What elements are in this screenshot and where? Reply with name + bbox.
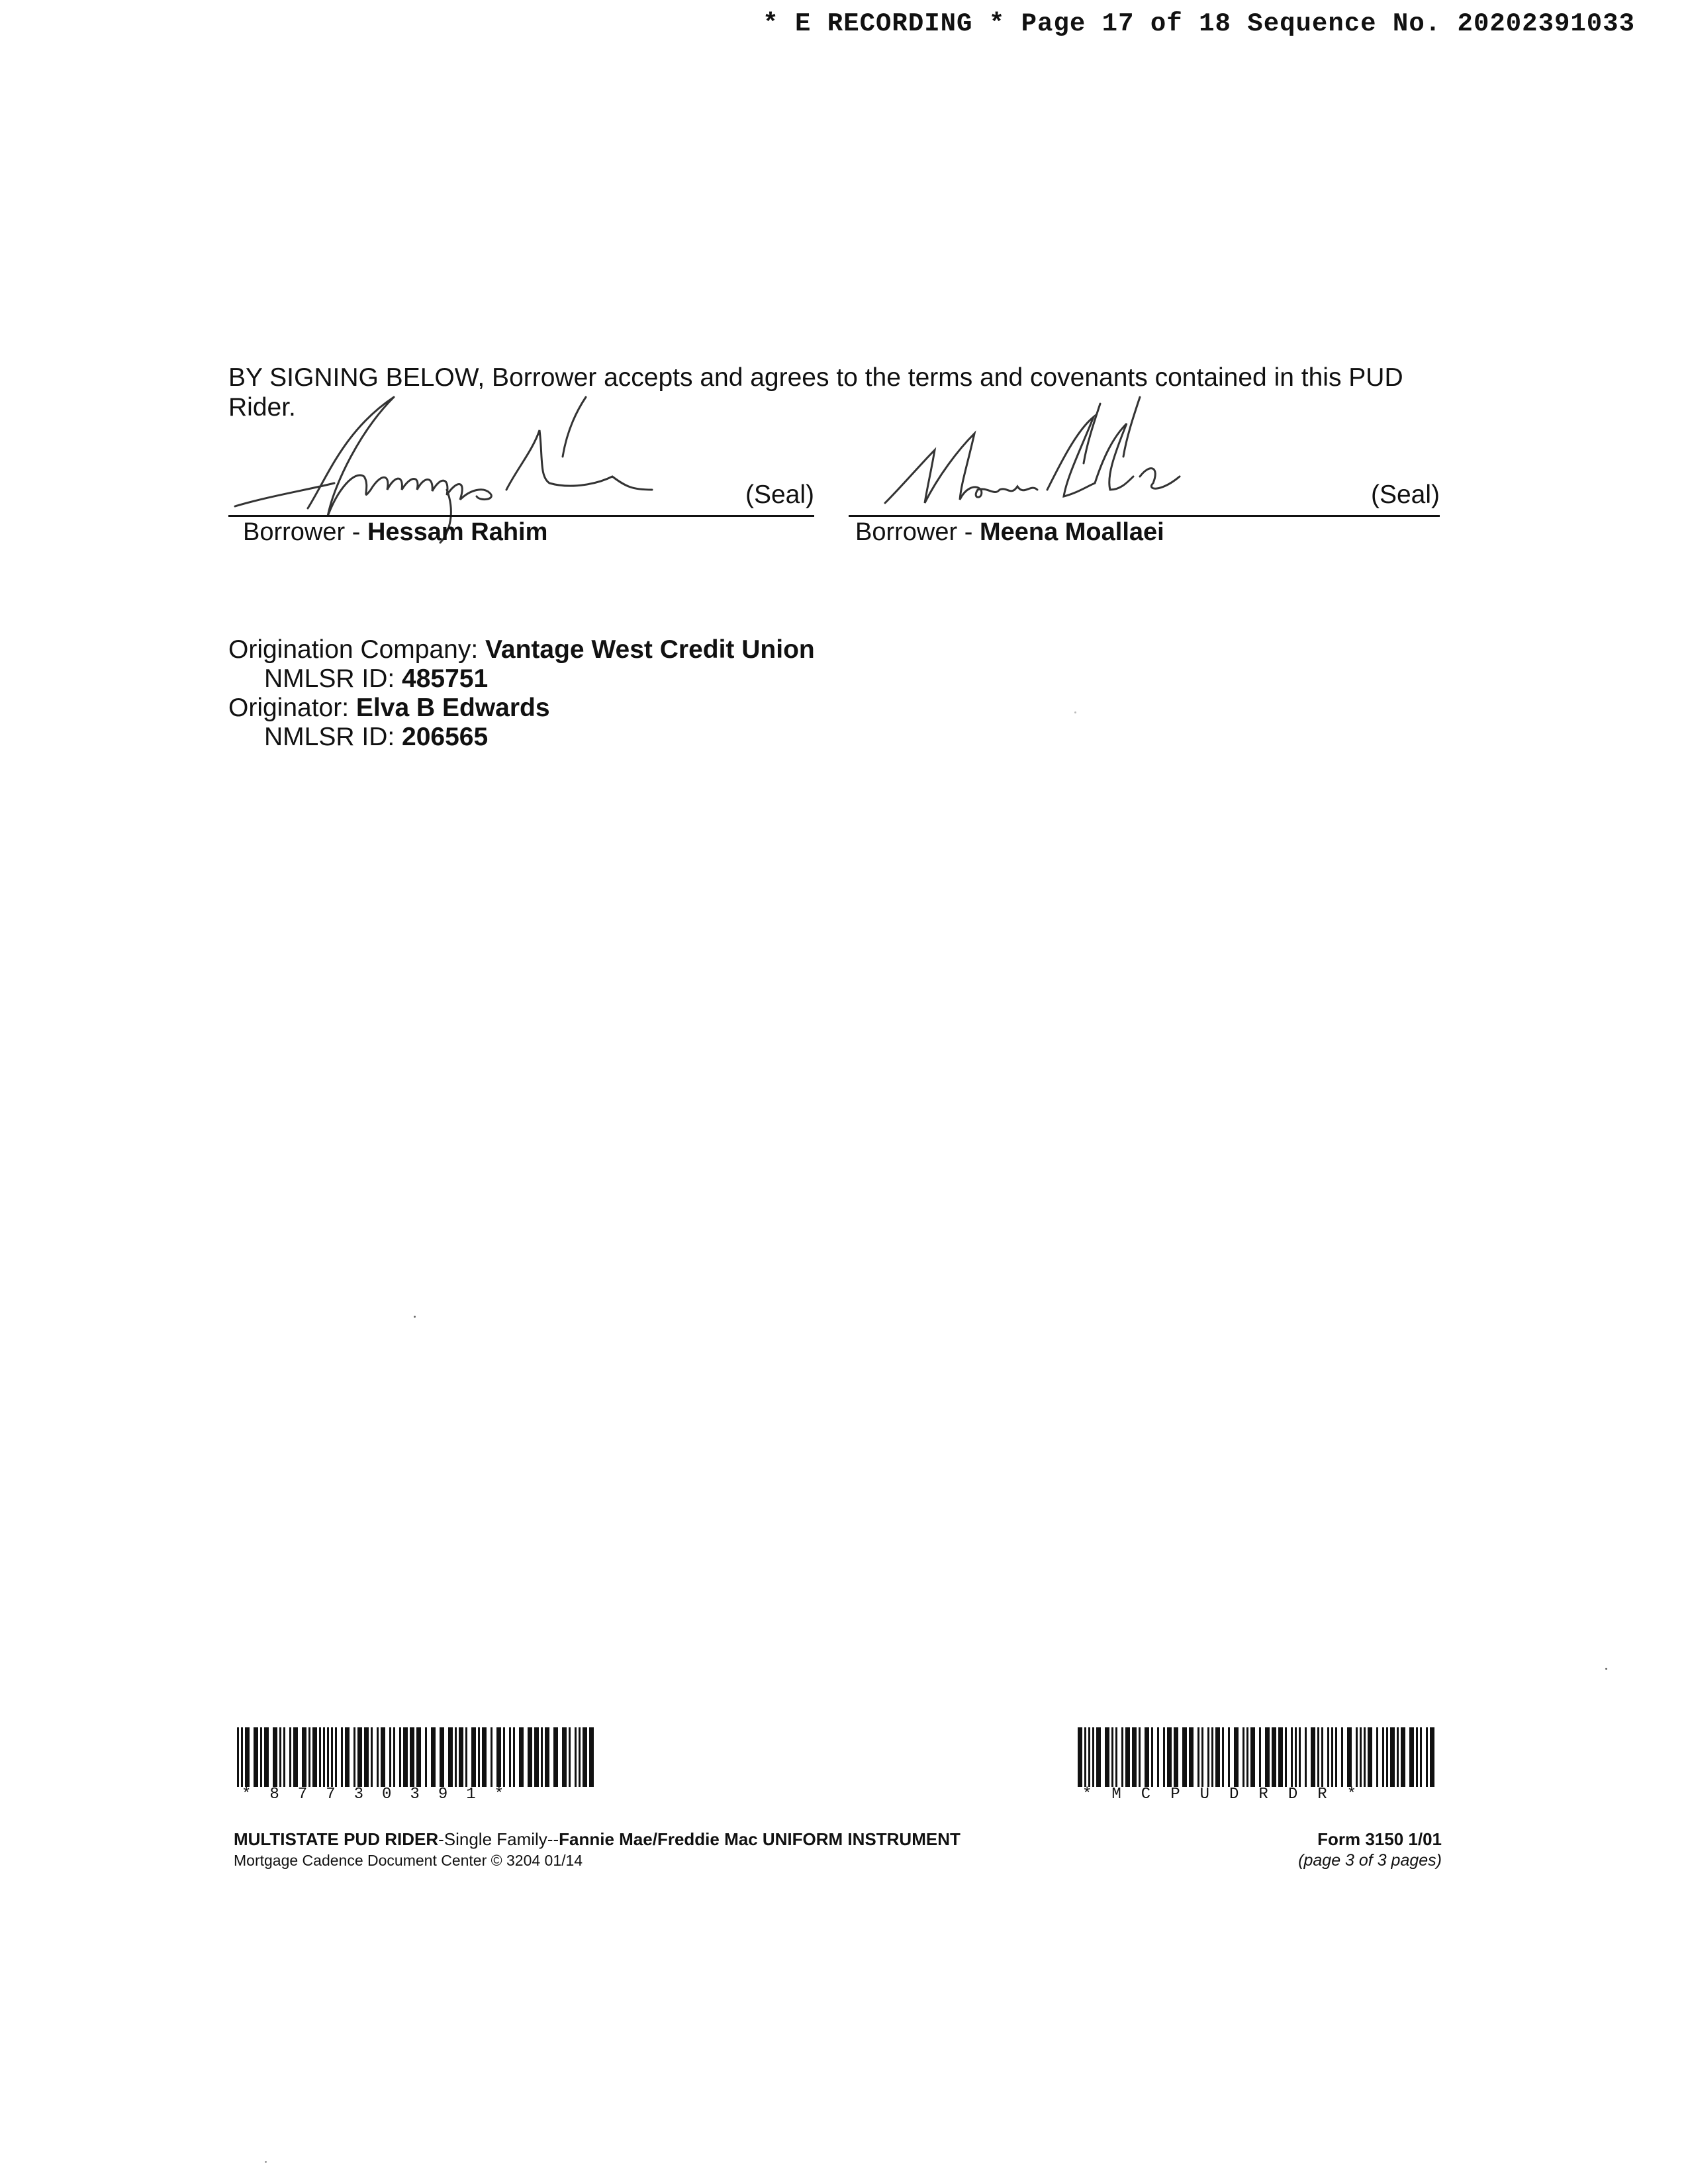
barcode-bar <box>1285 1727 1287 1787</box>
barcode-bar <box>1201 1727 1203 1787</box>
barcode-bar <box>1105 1727 1109 1787</box>
barcode-bar <box>491 1727 492 1787</box>
seal-label: (Seal) <box>1370 480 1440 509</box>
barcode-bar <box>1125 1727 1130 1787</box>
barcode-bar <box>1121 1727 1123 1787</box>
barcode-bar <box>1259 1727 1261 1787</box>
barcode-bar <box>357 1727 362 1787</box>
origination-company-line <box>228 635 815 664</box>
barcode-bar <box>237 1727 239 1787</box>
barcode-bar <box>1088 1727 1090 1787</box>
barcode-bar <box>1211 1727 1213 1787</box>
barcode-bar <box>459 1727 463 1787</box>
barcode-bar <box>440 1727 444 1787</box>
barcode-bar <box>323 1727 325 1787</box>
barcode-bar <box>1376 1727 1378 1787</box>
barcode-bar <box>1360 1727 1362 1787</box>
barcode-bar <box>1401 1727 1405 1787</box>
barcode-bar <box>364 1727 369 1787</box>
barcode-bar <box>1331 1727 1333 1787</box>
barcode-bar <box>1272 1727 1276 1787</box>
borrower-name: Hessam Rahim <box>367 518 548 546</box>
barcode-bar <box>1382 1727 1384 1787</box>
barcode-bar <box>1430 1727 1434 1787</box>
barcode-bar <box>312 1727 317 1787</box>
barcode-bar <box>1420 1727 1422 1787</box>
scan-speck <box>414 1316 416 1318</box>
barcode-bar <box>1265 1727 1270 1787</box>
barcode-bar <box>513 1727 515 1787</box>
form-title-part-1: MULTISTATE PUD RIDER <box>234 1829 439 1849</box>
originator-line <box>228 694 815 723</box>
barcode-bar <box>410 1727 414 1787</box>
barcode-bar <box>1151 1727 1153 1787</box>
scan-speck <box>1074 711 1076 713</box>
borrower-role-label: Borrower - <box>855 518 973 546</box>
barcode-bar <box>331 1727 333 1787</box>
barcode-bar <box>302 1727 306 1787</box>
form-number: Form 3150 1/01 <box>1317 1829 1442 1849</box>
barcode-bar <box>416 1727 421 1787</box>
barcode-bar <box>279 1727 281 1787</box>
barcode-bar <box>478 1727 480 1787</box>
barcode-bar <box>335 1727 337 1787</box>
barcode-bar <box>403 1727 408 1787</box>
barcode-bar <box>381 1727 385 1787</box>
barcode-bar <box>1197 1727 1199 1787</box>
barcode-bar <box>1222 1727 1224 1787</box>
barcode-bar <box>1291 1727 1293 1787</box>
originator-nmlsr-id: 206565 <box>402 723 489 751</box>
scan-speck <box>1605 1668 1607 1670</box>
barcode-bar <box>1182 1727 1187 1787</box>
form-footer-right <box>1298 1829 1442 1871</box>
barcode-bar <box>1174 1727 1178 1787</box>
barcode-bar <box>1299 1727 1301 1787</box>
barcode-bar <box>399 1727 401 1787</box>
barcode-bar <box>1356 1727 1358 1787</box>
barcode-bar <box>1163 1727 1165 1787</box>
signature-caption <box>855 518 1164 547</box>
barcode-bar <box>496 1727 501 1787</box>
barcode-bar <box>1390 1727 1395 1787</box>
barcode-bar <box>553 1727 558 1787</box>
barcode-bar <box>1139 1727 1141 1787</box>
barcode-bar <box>1278 1727 1283 1787</box>
barcode-bar <box>431 1727 436 1787</box>
barcode-bar <box>1145 1727 1149 1787</box>
barcode-bar <box>345 1727 350 1787</box>
barcode-bar <box>1341 1727 1343 1787</box>
form-title <box>234 1829 961 1850</box>
barcode-bar <box>254 1727 258 1787</box>
seal-label: (Seal) <box>745 480 814 509</box>
origination-company-label: Origination Company: <box>228 635 479 664</box>
barcode-loan-number-text: *87730391* <box>242 1786 523 1803</box>
barcode-bar <box>1132 1727 1137 1787</box>
originator-name: Elva B Edwards <box>355 694 550 722</box>
form-title-part-2: -Single Family-- <box>438 1829 559 1849</box>
scan-speck <box>265 2161 267 2163</box>
barcode-bar <box>1084 1727 1086 1787</box>
barcode-bar <box>264 1727 269 1787</box>
barcode-bar <box>371 1727 373 1787</box>
signing-statement: BY SIGNING BELOW, Borrower accepts and agrees to the terms and covenants contained in this PUD Rider. <box>228 363 1403 422</box>
barcode-bar <box>528 1727 532 1787</box>
barcode-bar <box>293 1727 298 1787</box>
barcode-bar <box>562 1727 567 1787</box>
barcode-bar <box>353 1727 355 1787</box>
barcode-bar <box>1111 1727 1113 1787</box>
barcode-bar <box>341 1727 343 1787</box>
form-footer-left <box>234 1829 961 1871</box>
borrower-name: Meena Moallaei <box>979 518 1164 546</box>
barcode-bar <box>1115 1727 1117 1787</box>
barcode-bar <box>1207 1727 1209 1787</box>
originator-nmlsr-line <box>228 723 815 752</box>
barcode-bar <box>377 1727 379 1787</box>
barcode-bar <box>1311 1727 1315 1787</box>
barcode-bar <box>245 1727 250 1787</box>
barcode-bar <box>1416 1727 1418 1787</box>
barcode-bar <box>575 1727 577 1787</box>
software-line: Mortgage Cadence Document Center © 3204 01/14 <box>234 1852 583 1869</box>
barcode-bar <box>1317 1727 1319 1787</box>
barcode-bar <box>569 1727 571 1787</box>
origination-info <box>228 635 815 752</box>
barcode-bar <box>425 1727 427 1787</box>
barcode-bar <box>1215 1727 1220 1787</box>
barcode-bar <box>1368 1727 1372 1787</box>
barcode-bar <box>1092 1727 1094 1787</box>
signature-caption <box>243 518 547 547</box>
barcode-bar <box>308 1727 310 1787</box>
barcode-bar <box>1234 1727 1239 1787</box>
barcode-bar <box>1243 1727 1244 1787</box>
barcode-bar <box>1228 1727 1230 1787</box>
barcode-bar <box>509 1727 511 1787</box>
barcode-bar <box>1327 1727 1329 1787</box>
barcode-bar <box>1189 1727 1194 1787</box>
barcode-bar <box>260 1727 262 1787</box>
barcode-bar <box>1426 1727 1428 1787</box>
origination-company-name: Vantage West Credit Union <box>485 635 815 664</box>
barcode-bar <box>1397 1727 1399 1787</box>
barcode-bar <box>289 1727 291 1787</box>
barcode-bar <box>583 1727 587 1787</box>
barcode-bar <box>1386 1727 1388 1787</box>
originator-label: Originator: <box>228 694 350 722</box>
barcode-loan-number <box>237 1727 594 1787</box>
barcode-bar <box>541 1727 543 1787</box>
barcode-bar <box>327 1727 329 1787</box>
barcode-bar <box>393 1727 395 1787</box>
recording-header: * E RECORDING * Page 17 of 18 Sequence No. 20202391033 <box>763 9 1635 38</box>
barcode-bar <box>545 1727 549 1787</box>
barcode-bar <box>389 1727 391 1787</box>
borrower-role-label: Borrower - <box>243 518 361 546</box>
barcode-bar <box>1347 1727 1352 1787</box>
signature-block-borrower-1 <box>228 390 814 549</box>
barcode-bar <box>1321 1727 1323 1787</box>
barcode-bar <box>1305 1727 1307 1787</box>
barcode-bar <box>448 1727 453 1787</box>
barcode-bar <box>241 1727 243 1787</box>
barcode-bar <box>579 1727 581 1787</box>
barcode-form-code <box>1078 1727 1435 1787</box>
barcode-bar <box>1364 1727 1366 1787</box>
barcode-bar <box>465 1727 467 1787</box>
barcode-bar <box>519 1727 524 1787</box>
company-nmlsr-line <box>228 664 815 694</box>
company-nmlsr-id: 485751 <box>402 664 489 693</box>
barcode-bar <box>455 1727 457 1787</box>
originator-nmlsr-label: NMLSR ID: <box>264 723 395 751</box>
signature-line <box>849 515 1440 517</box>
barcode-bar <box>1246 1727 1248 1787</box>
barcode-bar <box>482 1727 487 1787</box>
barcode-bar <box>1078 1727 1082 1787</box>
barcode-bar <box>1409 1727 1414 1787</box>
barcode-bar <box>1167 1727 1172 1787</box>
barcode-bar <box>534 1727 539 1787</box>
barcode-bar <box>471 1727 476 1787</box>
barcode-bar <box>1295 1727 1297 1787</box>
barcode-bar <box>503 1727 505 1787</box>
barcode-bar <box>1096 1727 1101 1787</box>
barcode-bar <box>1250 1727 1255 1787</box>
form-title-part-3: Fannie Mae/Freddie Mac UNIFORM INSTRUMENT <box>559 1829 961 1849</box>
barcode-bar <box>273 1727 277 1787</box>
signature-block-borrower-2 <box>849 390 1440 549</box>
barcode-bar <box>283 1727 285 1787</box>
barcode-bar <box>589 1727 594 1787</box>
page-info: (page 3 of 3 pages) <box>1298 1851 1442 1870</box>
barcode-bar <box>1335 1727 1337 1787</box>
barcode-bar <box>1157 1727 1159 1787</box>
company-nmlsr-label: NMLSR ID: <box>264 664 395 693</box>
barcode-form-code-text: *MCPUDRDR* <box>1082 1786 1377 1803</box>
signature-line <box>228 515 814 517</box>
barcode-bar <box>319 1727 321 1787</box>
